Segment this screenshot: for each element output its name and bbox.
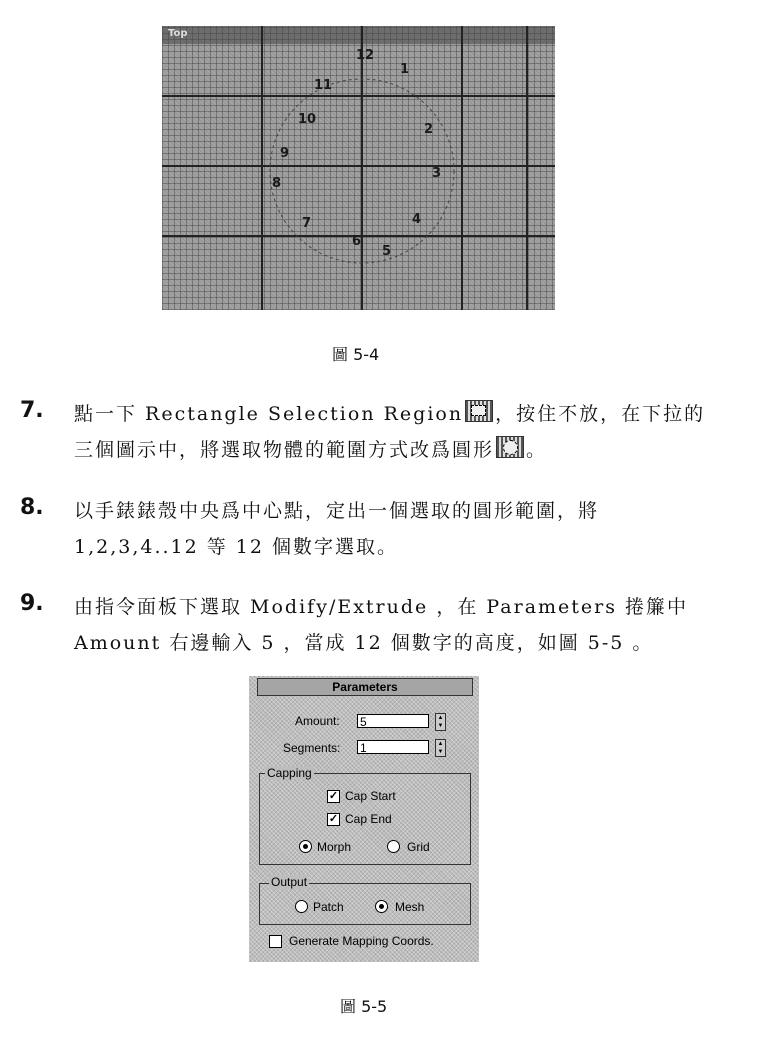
watch-digit: 2 [424, 122, 434, 137]
step-text-line: 由指令面板下選取 Modify/Extrude ，在 Parameters 捲簾中 [74, 596, 689, 618]
grid-label: Grid [407, 840, 430, 854]
step-number: 7. [20, 398, 44, 423]
watch-digit: 10 [298, 112, 317, 127]
amount-spinner[interactable]: ▲ ▼ [435, 713, 446, 731]
watch-digit: 7 [302, 216, 312, 231]
watch-digit: 1 [400, 62, 410, 77]
step-text: ，按住不放，在下拉的 [495, 403, 706, 425]
cap-end-label: Cap End [345, 812, 392, 826]
watch-digit: 9 [280, 146, 290, 161]
amount-label: Amount: [295, 714, 340, 728]
step-text: 點一下 Rectangle Selection Region [74, 403, 464, 425]
output-group-label: Output [271, 875, 308, 889]
cap-start-label: Cap Start [345, 789, 396, 803]
step-text-line: 以手錶錶殼中央爲中心點，定出一個選取的圓形範圍，將 [74, 500, 600, 522]
watch-digit: 3 [432, 166, 442, 181]
figure-5-5-parameters-rollout [249, 676, 479, 962]
cap-start-checkbox[interactable]: ✓ [328, 790, 339, 802]
step-text-line: 1,2,3,4..12 等 12 個數字選取。 [74, 536, 399, 558]
step-text-line [74, 435, 547, 462]
grid-radio[interactable] [387, 840, 400, 853]
step-text-line [74, 399, 705, 426]
morph-label: Morph [317, 840, 352, 854]
morph-radio[interactable] [299, 840, 312, 853]
patch-label: Patch [313, 900, 344, 914]
watch-digit: 4 [412, 212, 422, 227]
watch-digit: 5 [382, 244, 392, 259]
amount-field[interactable]: 5 [357, 714, 429, 728]
figure-5-5-caption: 圖 5-5 [340, 997, 388, 1016]
step-number: 9. [20, 591, 44, 616]
figure-5-4-viewport [162, 26, 555, 310]
segments-label: Segments: [283, 741, 341, 755]
step-text: 三個圖示中，將選取物體的範圍方式改爲圓形 [74, 439, 495, 461]
parameters-rollout-header[interactable]: Parameters [257, 678, 473, 696]
patch-radio[interactable] [295, 900, 308, 913]
generate-mapping-label: Generate Mapping Coords. [289, 934, 434, 948]
step-text: 。 [526, 439, 548, 461]
circular-selection-region-icon [496, 436, 524, 458]
capping-group-label: Capping [267, 766, 312, 780]
watch-digit: 8 [272, 176, 282, 191]
viewport-grid-lines [162, 26, 555, 310]
segments-field[interactable]: 1 [357, 740, 429, 754]
figure-5-4-caption: 圖 5-4 [332, 345, 380, 364]
watch-digit: 12 [356, 48, 375, 63]
output-group [259, 883, 471, 925]
mesh-label: Mesh [395, 900, 425, 914]
watch-digit: 6 [352, 234, 362, 249]
step-number: 8. [20, 495, 44, 520]
step-text-line: Amount 右邊輸入 5 ，當成 12 個數字的高度，如圖 5-5 。 [74, 632, 654, 654]
watch-digit: 11 [314, 78, 333, 93]
segments-spinner[interactable]: ▲ ▼ [435, 739, 446, 757]
generate-mapping-checkbox[interactable] [269, 935, 282, 948]
viewport-label: Top [168, 28, 188, 39]
mesh-radio[interactable] [375, 900, 388, 913]
rectangle-selection-region-icon [465, 400, 493, 422]
cap-end-checkbox[interactable]: ✓ [328, 813, 339, 825]
